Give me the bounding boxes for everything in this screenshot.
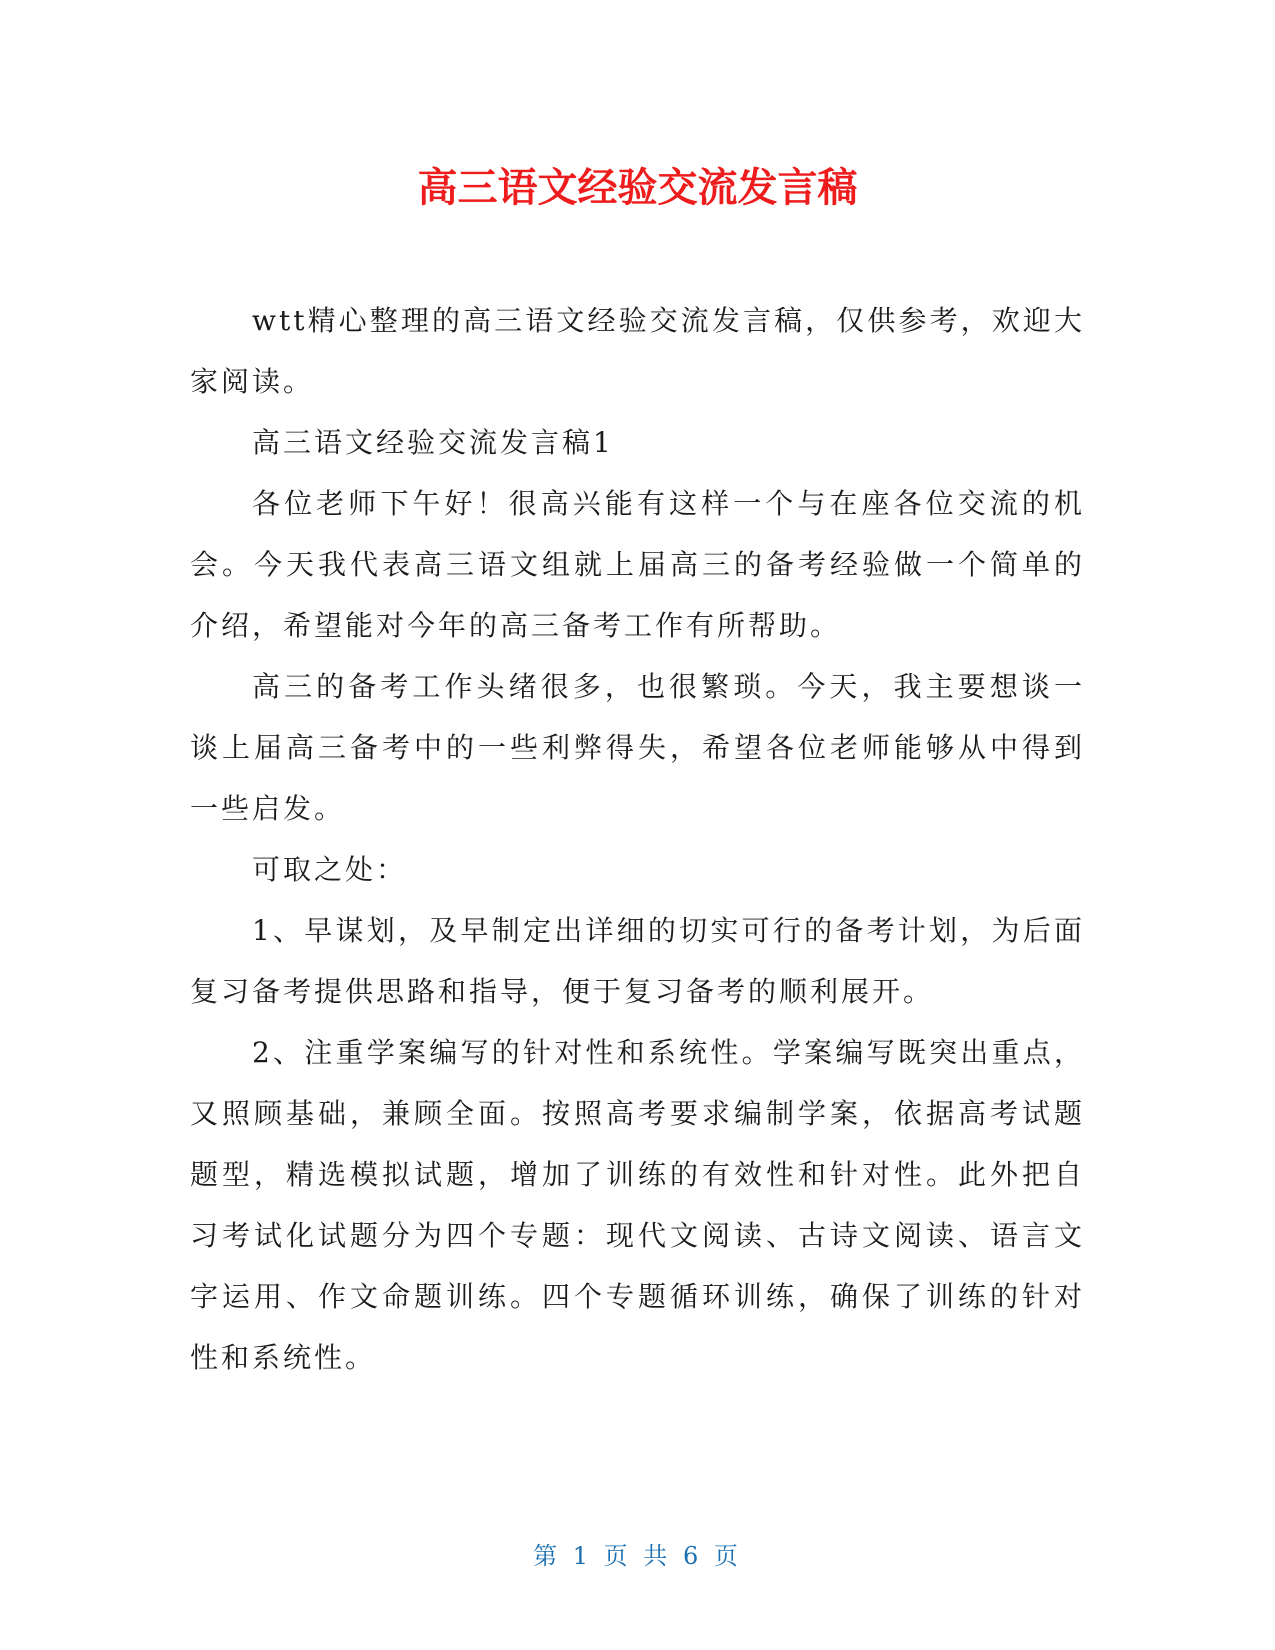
section-heading: 高三语文经验交流发言稿1 [252, 426, 614, 459]
document-body [190, 290, 1085, 1388]
intro-paragraph: wtt精心整理的高三语文经验交流发言稿，仅供参考，欢迎大家阅读。 [190, 304, 1085, 398]
point-2-paragraph: 2、注重学案编写的针对性和系统性。学案编写既突出重点，又照顾基础，兼顾全面。按照高考要求编制学案，依据高考试题题型，精选模拟试题，增加了训练的有效性和针对性。此外把自习考试化试题分为四个专题：现代文阅读、古诗文阅读、语言文字运用、作文命题训练。四个专题循环训练，确保了训练的针对性和系统性。 [190, 1036, 1085, 1374]
greeting-paragraph: 各位老师下午好！很高兴能有这样一个与在座各位交流的机会。今天我代表高三语文组就上届高三的备考经验做一个简单的介绍，希望能对今年的高三备考工作有所帮助。 [190, 487, 1085, 642]
overview-paragraph: 高三的备考工作头绪很多，也很繁琐。今天，我主要想谈一谈上届高三备考中的一些利弊得失，希望各位老师能够从中得到一些启发。 [190, 670, 1085, 825]
document-title: 高三语文经验交流发言稿 [417, 165, 858, 211]
point-1-paragraph: 1、早谋划，及早制定出详细的切实可行的备考计划，为后面复习备考提供思路和指导，便于复习备考的顺利展开。 [190, 914, 1085, 1008]
page-number-footer: 第 1 页 共 6 页 [533, 1542, 742, 1570]
strengths-heading: 可取之处： [252, 853, 408, 886]
